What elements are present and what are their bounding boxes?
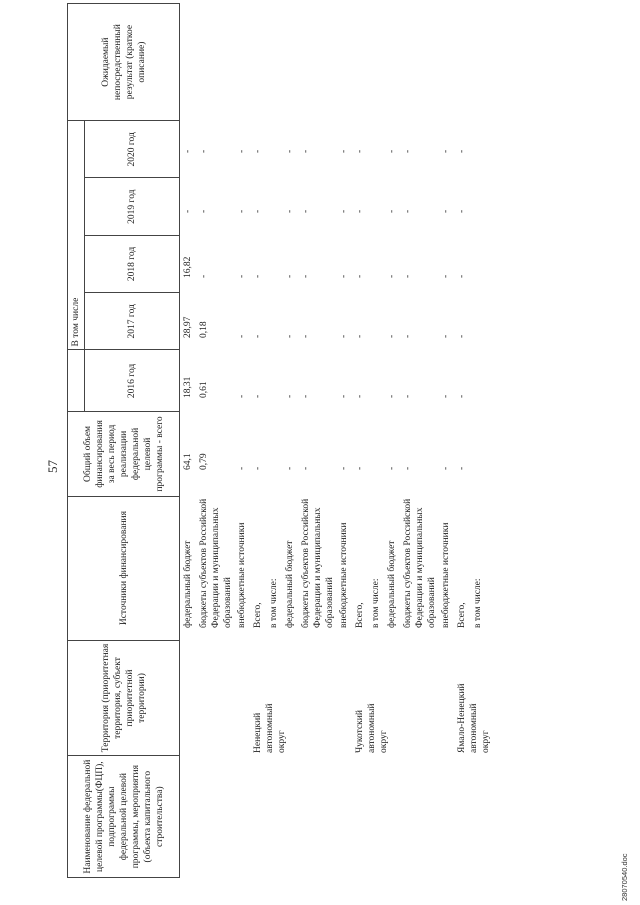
- source-cell: бюджеты субъектов Российской Федерации и муниципальных образований: [199, 498, 233, 628]
- value-cell-y2019: -: [339, 209, 349, 213]
- source-cell: в том числе:: [269, 578, 279, 628]
- header-year-2018: 2018 год: [85, 235, 180, 292]
- value-cell-y2017: -: [301, 334, 311, 338]
- value-cell-total: 64,1: [183, 453, 193, 470]
- value-cell-y2019: -: [237, 209, 247, 213]
- source-cell: в том числе:: [473, 578, 483, 628]
- value-cell-y2017: -: [441, 334, 451, 338]
- value-cell-y2019: -: [183, 209, 193, 213]
- source-cell: внебюджетные источники: [339, 522, 349, 628]
- value-cell-y2016: -: [355, 394, 365, 398]
- header-year-2016: 2016 год: [85, 350, 180, 412]
- value-cell-y2018: -: [457, 274, 467, 278]
- value-cell-y2019: -: [403, 209, 413, 213]
- value-cell-y2018: -: [355, 274, 365, 278]
- value-cell-y2016: 18,31: [183, 376, 193, 398]
- source-cell: федеральный бюджет: [387, 540, 397, 628]
- value-cell-y2017: 0,18: [199, 321, 209, 338]
- value-cell-y2019: -: [199, 209, 209, 213]
- value-cell-y2019: -: [301, 209, 311, 213]
- value-cell-total: -: [441, 466, 451, 470]
- value-cell-y2020: -: [183, 149, 193, 153]
- value-cell-y2020: -: [285, 149, 295, 153]
- value-cell-y2018: -: [339, 274, 349, 278]
- value-cell-y2016: 0,61: [199, 381, 209, 398]
- value-cell-y2020: -: [403, 149, 413, 153]
- value-cell-y2019: -: [253, 209, 263, 213]
- value-cell-y2017: -: [237, 334, 247, 338]
- value-cell-y2018: -: [237, 274, 247, 278]
- value-cell-y2017: -: [403, 334, 413, 338]
- value-cell-y2020: -: [441, 149, 451, 153]
- value-cell-total: -: [457, 466, 467, 470]
- value-cell-y2019: -: [387, 209, 397, 213]
- value-cell-y2018: 16,82: [183, 256, 193, 278]
- territory-cell: Ямало-Ненецкий автономный округ: [457, 683, 491, 753]
- header-including: В том числе: [68, 121, 85, 350]
- value-cell-total: -: [285, 466, 295, 470]
- value-cell-total: -: [355, 466, 365, 470]
- header-result: Ожидаемый непосредственный результат (краткое описание): [68, 4, 180, 121]
- value-cell-y2016: -: [285, 394, 295, 398]
- value-cell-y2016: -: [441, 394, 451, 398]
- territory-cell: Чукотский автономный округ: [355, 703, 389, 753]
- header-table: [67, 3, 180, 878]
- value-cell-y2020: -: [199, 149, 209, 153]
- value-cell-y2018: -: [441, 274, 451, 278]
- value-cell-y2017: -: [253, 334, 263, 338]
- value-cell-y2018: -: [403, 274, 413, 278]
- rotated-page: [0, 3, 636, 903]
- value-cell-y2018: -: [387, 274, 397, 278]
- header-program-name: Наименование федеральной целевой программы(ФЦП), подпрограммы федеральной целевой программы, мероприятия (объекта капитального строительства): [68, 756, 180, 878]
- value-cell-y2018: -: [285, 274, 295, 278]
- value-cell-y2019: -: [441, 209, 451, 213]
- value-cell-y2016: -: [301, 394, 311, 398]
- value-cell-total: -: [403, 466, 413, 470]
- source-cell: Всего,: [253, 602, 263, 628]
- source-cell: внебюджетные источники: [441, 522, 451, 628]
- value-cell-y2016: -: [457, 394, 467, 398]
- value-cell-y2020: -: [355, 149, 365, 153]
- territory-cell: Ненецкий автономный округ: [253, 703, 287, 753]
- value-cell-y2017: -: [285, 334, 295, 338]
- value-cell-total: -: [301, 466, 311, 470]
- header-total: Общий объем финансирования за весь период реализации федеральной целевой программы - всего: [68, 412, 180, 496]
- value-cell-y2020: -: [339, 149, 349, 153]
- source-cell: федеральный бюджет: [285, 540, 295, 628]
- value-cell-y2016: -: [339, 394, 349, 398]
- value-cell-total: -: [339, 466, 349, 470]
- value-cell-y2017: -: [387, 334, 397, 338]
- value-cell-y2019: -: [285, 209, 295, 213]
- value-cell-y2020: -: [253, 149, 263, 153]
- value-cell-y2018: -: [199, 274, 209, 278]
- source-cell: федеральный бюджет: [183, 540, 193, 628]
- header-spacer: [68, 350, 85, 412]
- header-year-2020: 2020 год: [85, 121, 180, 178]
- value-cell-y2017: -: [355, 334, 365, 338]
- value-cell-y2016: -: [403, 394, 413, 398]
- value-cell-y2020: -: [387, 149, 397, 153]
- value-cell-y2018: -: [253, 274, 263, 278]
- value-cell-y2017: -: [457, 334, 467, 338]
- source-cell: бюджеты субъектов Российской Федерации и муниципальных образований: [301, 498, 335, 628]
- value-cell-y2016: -: [387, 394, 397, 398]
- doc-reference: 28070540.doc: [620, 853, 629, 901]
- value-cell-y2019: -: [457, 209, 467, 213]
- source-cell: Всего,: [457, 602, 467, 628]
- value-cell-y2017: -: [339, 334, 349, 338]
- value-cell-y2016: -: [253, 394, 263, 398]
- source-cell: бюджеты субъектов Российской Федерации и муниципальных образований: [403, 498, 437, 628]
- value-cell-total: -: [253, 466, 263, 470]
- value-cell-total: -: [387, 466, 397, 470]
- value-cell-y2020: -: [457, 149, 467, 153]
- value-cell-y2017: 28,97: [183, 316, 193, 338]
- value-cell-y2018: -: [301, 274, 311, 278]
- value-cell-total: 0,79: [199, 453, 209, 470]
- source-cell: Всего,: [355, 602, 365, 628]
- page-number: 57: [45, 460, 60, 473]
- value-cell-y2020: -: [301, 149, 311, 153]
- header-year-2019: 2019 год: [85, 178, 180, 235]
- value-cell-total: -: [237, 466, 247, 470]
- source-cell: в том числе:: [371, 578, 381, 628]
- header-territory: Территория (приоритетная территория, субъект приоритетной территории): [68, 640, 180, 756]
- value-cell-y2016: -: [237, 394, 247, 398]
- value-cell-y2019: -: [355, 209, 365, 213]
- source-cell: внебюджетные источники: [237, 522, 247, 628]
- header-sources: Источники финансирования: [68, 496, 180, 640]
- header-year-2017: 2017 год: [85, 293, 180, 350]
- value-cell-y2020: -: [237, 149, 247, 153]
